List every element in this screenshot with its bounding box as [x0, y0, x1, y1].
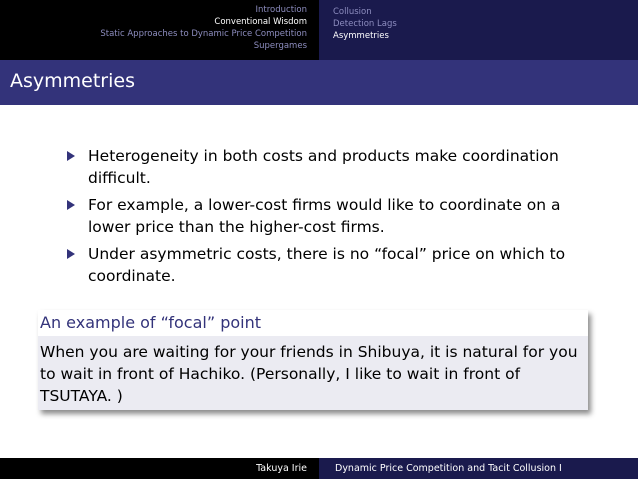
list-item-text: Heterogeneity in both costs and products make coordination difficult.: [88, 147, 559, 187]
headline-bar: [0, 0, 638, 60]
triangle-bullet-icon: [67, 151, 75, 161]
subsection-navigation: [319, 0, 638, 60]
nav-subsection-asymmetries[interactable]: Asymmetries: [333, 31, 389, 41]
example-block: [38, 310, 588, 410]
triangle-bullet-icon: [67, 249, 75, 259]
footline-bar: [0, 458, 638, 479]
list-item-text: For example, a lower-cost firms would like to coordinate on a lower price than the higher-cost firms.: [88, 196, 561, 236]
section-navigation: [0, 0, 319, 60]
footer-author: Takuya Irie: [0, 458, 319, 479]
nav-section-supergames[interactable]: Supergames: [253, 41, 307, 51]
block-body: When you are waiting for your friends in Shibuya, it is natural for you to wait in front of Hachiko. (Personally, I like to wait in front of TSUTAYA. ): [38, 336, 588, 410]
nav-section-conventional-wisdom[interactable]: Conventional Wisdom: [214, 17, 307, 27]
bullet-list: [67, 145, 597, 292]
list-item: [67, 145, 597, 189]
footer-title: Dynamic Price Competition and Tacit Collusion I: [319, 458, 638, 479]
triangle-bullet-icon: [67, 200, 75, 210]
frame-title: Asymmetries: [0, 60, 638, 105]
nav-section-introduction[interactable]: Introduction: [255, 5, 307, 15]
nav-subsection-detection-lags[interactable]: Detection Lags: [333, 19, 397, 29]
list-item-text: Under asymmetric costs, there is no “focal” price on which to coordinate.: [88, 245, 566, 285]
nav-section-static-approaches[interactable]: Static Approaches to Dynamic Price Competition: [100, 29, 307, 39]
nav-subsection-collusion[interactable]: Collusion: [333, 7, 372, 17]
list-item: [67, 194, 597, 238]
list-item: [67, 243, 597, 287]
block-title: An example of “focal” point: [38, 310, 588, 336]
